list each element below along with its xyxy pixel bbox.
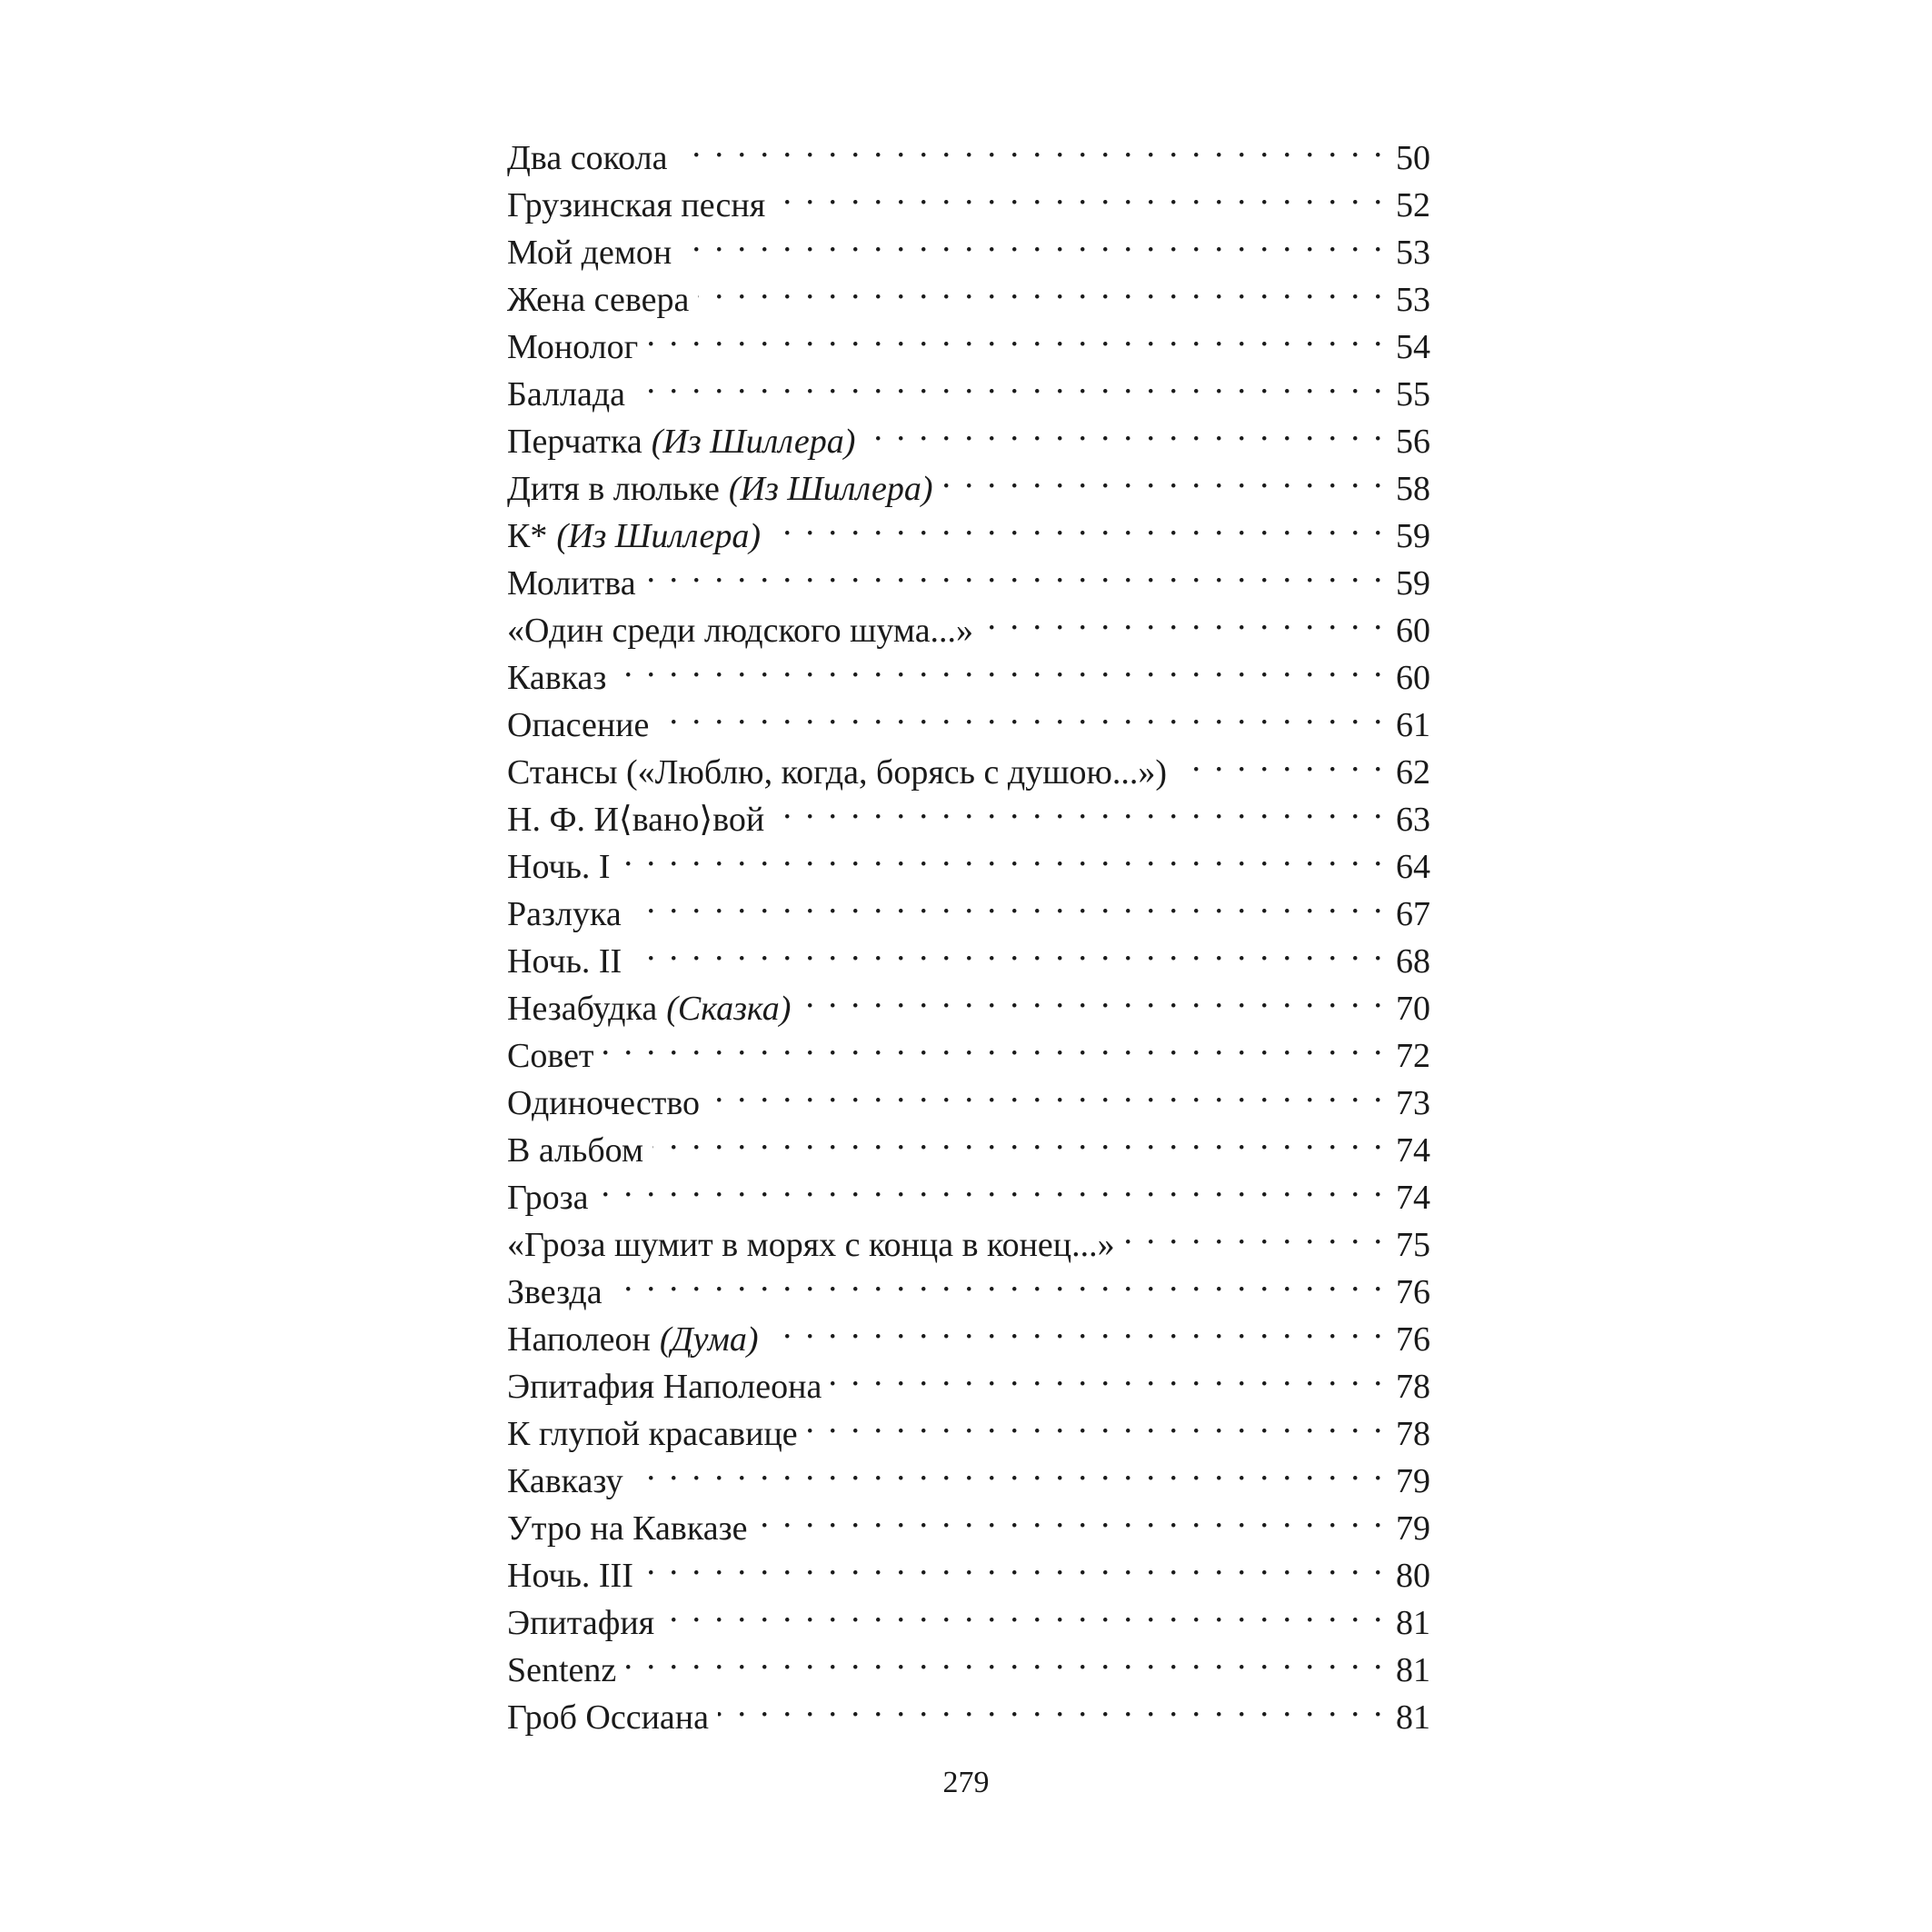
dot-leader	[603, 1020, 1385, 1067]
dot-leader	[620, 831, 1385, 878]
dot-leader	[681, 216, 1385, 264]
toc-entry-title: Монолог	[507, 328, 639, 366]
toc-entry-page-number: 70	[1396, 990, 1430, 1028]
toc-entry-page-number: 50	[1396, 139, 1430, 177]
dot-leader	[709, 1067, 1385, 1114]
toc-entry-page-number: 59	[1396, 517, 1430, 555]
dot-leader	[625, 1634, 1385, 1681]
toc-entry-page-number: 76	[1396, 1273, 1430, 1311]
toc-entry-page-number: 81	[1396, 1651, 1430, 1689]
toc-entry-title: Ночь. I	[507, 848, 611, 886]
toc-entry-page-number: 75	[1396, 1226, 1430, 1264]
toc-entry-title: Эпитафия	[507, 1604, 655, 1642]
toc-entry	[507, 1161, 1430, 1217]
toc-entry-note: (Сказка)	[666, 990, 792, 1028]
toc-entry-title: Опасение	[507, 706, 650, 744]
toc-entry-title: Sentenz	[507, 1651, 617, 1689]
toc-entry-title: Кавказу	[507, 1462, 623, 1500]
dot-leader	[634, 358, 1385, 405]
dot-leader	[774, 169, 1385, 216]
toc-entry-title: К глупой красавице	[507, 1415, 798, 1453]
toc-entry-title: Два сокола	[507, 139, 668, 177]
dot-leader	[647, 311, 1385, 358]
toc-entry	[507, 642, 1430, 697]
toc-entry-title: «Один среди людского шума...»	[507, 612, 974, 650]
toc-entry-page-number: 76	[1396, 1320, 1430, 1359]
toc-entry-title: «Гроза шумит в морях с конца в конец...»	[507, 1226, 1115, 1264]
dot-leader	[800, 972, 1385, 1020]
toc-entry-page-number: 78	[1396, 1368, 1430, 1406]
dot-leader	[1124, 1209, 1385, 1256]
toc-entry-note: (Из Шиллера)	[728, 470, 933, 508]
toc-entry	[507, 1539, 1430, 1595]
toc-entry-title: Наполеон	[507, 1320, 651, 1359]
dot-leader	[718, 1681, 1385, 1728]
page-number: 279	[942, 1766, 990, 1799]
dot-leader	[770, 500, 1385, 547]
dot-leader	[807, 1398, 1385, 1445]
toc-entry	[507, 878, 1430, 933]
toc-entry-page-number: 53	[1396, 281, 1430, 319]
dot-leader	[645, 547, 1385, 594]
dot-leader	[767, 1303, 1385, 1350]
dot-leader	[676, 122, 1385, 169]
toc-entry-title: Звезда	[507, 1273, 603, 1311]
dot-leader	[698, 264, 1385, 311]
toc-entry	[507, 122, 1430, 177]
toc-entry-page-number: 78	[1396, 1415, 1430, 1453]
toc-entry-page-number: 62	[1396, 753, 1430, 792]
toc-entry	[507, 925, 1430, 981]
toc-entry-title: Эпитафия Наполеона	[507, 1368, 822, 1406]
dot-leader	[663, 1587, 1385, 1634]
toc-entry	[507, 1445, 1430, 1500]
toc-entry-page-number: 74	[1396, 1131, 1430, 1170]
toc-entry-page-number: 54	[1396, 328, 1430, 366]
toc-entry-title: Молитва	[507, 564, 636, 603]
dot-leader	[631, 925, 1385, 972]
toc-entry	[507, 1492, 1430, 1548]
dot-leader	[942, 453, 1385, 500]
dot-leader	[982, 594, 1385, 642]
toc-entry-page-number: 81	[1396, 1698, 1430, 1737]
toc-entry-title: Гроб Оссиана	[507, 1698, 709, 1737]
toc-entry	[507, 547, 1430, 603]
toc-entry-title: Баллада	[507, 375, 626, 413]
dot-leader	[615, 642, 1385, 689]
toc-entry-page-number: 60	[1396, 612, 1430, 650]
toc-entry	[507, 1209, 1430, 1264]
dot-leader	[597, 1161, 1385, 1209]
toc-entry-title: Н. Ф. И⟨вано⟩вой	[507, 801, 765, 839]
toc-entry-page-number: 67	[1396, 895, 1430, 933]
toc-entry	[507, 1634, 1430, 1689]
toc-entry-page-number: 58	[1396, 470, 1430, 508]
toc-entry-note: (Из Шиллера)	[556, 517, 762, 555]
toc-entry	[507, 831, 1430, 886]
toc-entry-title: Перчатка	[507, 423, 642, 461]
dot-leader	[652, 1114, 1385, 1161]
toc-entry	[507, 594, 1430, 650]
toc-entry-page-number: 63	[1396, 801, 1430, 839]
dot-leader	[658, 689, 1385, 736]
toc-entry-title: Стансы («Люблю, когда, борясь с душою...»)	[507, 753, 1168, 792]
dot-leader	[642, 1539, 1385, 1587]
toc-entry	[507, 1681, 1430, 1737]
toc-entry-page-number: 79	[1396, 1462, 1430, 1500]
toc-entry-page-number: 81	[1396, 1604, 1430, 1642]
toc-entry-title: Незабудка	[507, 990, 658, 1028]
toc-entry	[507, 689, 1430, 744]
toc-entry-title: Ночь. III	[507, 1557, 633, 1595]
toc-entry	[507, 1067, 1430, 1122]
toc-entry-title: Утро на Кавказе	[507, 1509, 748, 1548]
toc-entry-page-number: 79	[1396, 1509, 1430, 1548]
toc-entry	[507, 1303, 1430, 1359]
dot-leader	[1176, 736, 1385, 783]
toc-entry-title: К*	[507, 517, 548, 555]
toc-entry	[507, 405, 1430, 461]
toc-entry-title: Мой демон	[507, 234, 672, 272]
toc-entry-page-number: 72	[1396, 1037, 1430, 1075]
toc-entry-page-number: 52	[1396, 186, 1430, 224]
toc-entry-page-number: 56	[1396, 423, 1430, 461]
toc-entry-note: (Из Шиллера)	[651, 423, 856, 461]
toc-entry	[507, 358, 1430, 413]
toc-entry	[507, 1256, 1430, 1311]
dot-leader	[756, 1492, 1385, 1539]
toc-entry-title: Совет	[507, 1037, 594, 1075]
dot-leader	[632, 1445, 1385, 1492]
toc-entry-page-number: 68	[1396, 942, 1430, 981]
toc-entry-page-number: 73	[1396, 1084, 1430, 1122]
toc-entry-title: Гроза	[507, 1179, 589, 1217]
toc-entry	[507, 1020, 1430, 1075]
toc-entry-title: Грузинская песня	[507, 186, 766, 224]
toc-entry	[507, 453, 1430, 508]
toc-entry-title: Кавказ	[507, 659, 607, 697]
toc-entry-page-number: 74	[1396, 1179, 1430, 1217]
toc-entry-page-number: 59	[1396, 564, 1430, 603]
dot-leader	[612, 1256, 1385, 1303]
toc-entry-note: (Дума)	[659, 1320, 759, 1359]
toc-entry-title: Разлука	[507, 895, 622, 933]
toc-entry-title: Ночь. II	[507, 942, 622, 981]
toc-entry-page-number: 60	[1396, 659, 1430, 697]
dot-leader	[773, 783, 1385, 831]
dot-leader	[864, 405, 1385, 453]
toc-entry-title: Одиночество	[507, 1084, 701, 1122]
table-of-contents	[507, 122, 1430, 1737]
toc-entry-page-number: 61	[1396, 706, 1430, 744]
toc-entry	[507, 972, 1430, 1028]
dot-leader	[631, 878, 1385, 925]
toc-entry-title: Дитя в люльке	[507, 470, 720, 508]
toc-entry-page-number: 53	[1396, 234, 1430, 272]
toc-entry	[507, 1587, 1430, 1642]
toc-entry-page-number: 80	[1396, 1557, 1430, 1595]
toc-entry-title: Жена севера	[507, 281, 690, 319]
toc-entry-page-number: 55	[1396, 375, 1430, 413]
toc-entry-page-number: 64	[1396, 848, 1430, 886]
toc-entry-title: В альбом	[507, 1131, 643, 1170]
dot-leader	[831, 1350, 1385, 1398]
